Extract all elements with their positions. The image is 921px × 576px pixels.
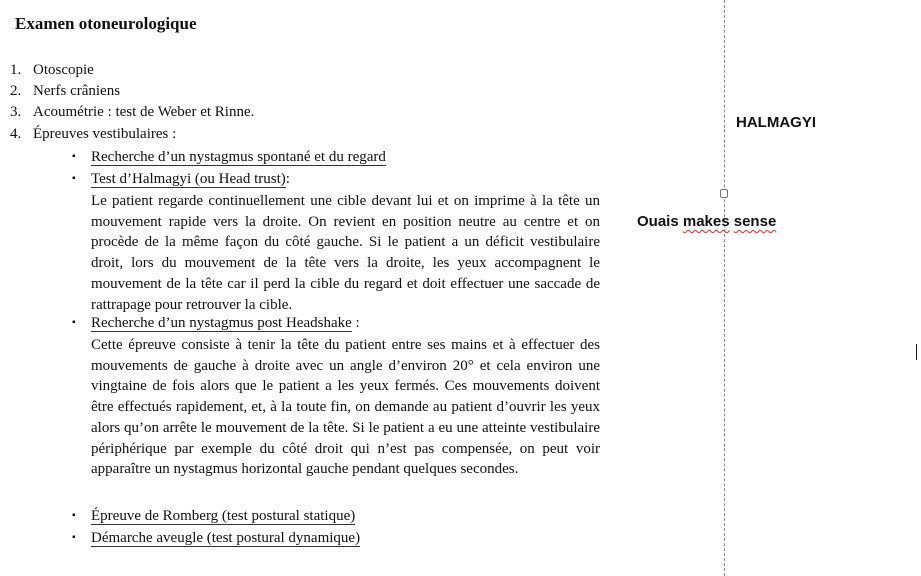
numbered-item-acoumetrie [10,104,254,121]
bullet-marker: ▪ [72,151,76,162]
item-text: Otoscopie [33,62,94,78]
spellcheck-word: makes [682,213,730,230]
bullet-suffix: : [351,315,360,331]
text-cursor [916,344,917,360]
bullet-demarche-aveugle [72,530,360,547]
bullet-marker: ▪ [72,532,76,543]
document-title: Examen otoneurologique [15,14,197,33]
item-text: Acoumétrie : test de Weber et Rinne. [33,104,255,120]
text-box-boundary [724,0,725,576]
bullet-headshake [72,315,360,332]
bullet-label: Recherche d’un nystagmus post Headshake [91,315,352,331]
item-text: Nerfs crâniens [33,83,121,99]
bullet-marker: ▪ [72,510,76,521]
item-number: 4. [10,126,22,142]
item-number: 2. [10,83,22,99]
text-box-anchor-handle[interactable] [720,189,728,198]
bullet-marker: ▪ [72,317,76,328]
bullet-label: Épreuve de Romberg (test postural statique) [91,508,356,524]
bullet-marker: ▪ [72,173,76,184]
note-word: Ouais [637,213,679,230]
margin-note-ouais[interactable] [637,213,776,230]
bullet-label: Test d’Halmagyi (ou Head trust) [91,171,286,187]
numbered-item-vestibulaires [10,126,176,143]
bullet-label: Recherche d’un nystagmus spontané et du regard [91,149,386,165]
bullet-halmagyi [72,171,290,188]
bullet-romberg [72,508,355,525]
numbered-item-nerfs [10,83,120,100]
spellcheck-word: sense [733,213,777,230]
bullet-nystagmus-spontane [72,149,386,166]
margin-note-halmagyi[interactable]: HALMAGYI [736,114,816,131]
item-text: Épreuves vestibulaires : [33,126,177,142]
paragraph-halmagyi: Le patient regarde continuellement une cible devant lui et on imprime à la tête un mouvement rapide vers la droite. On revient en position neutre au centre et on procède de la même façon du côté gauche. Si le patient a un déficit vestibulaire droit, lors du mouvement de la tête vers la droite, les yeux accompagnent le mouvement de la tête car il perd la cible du regard et doit effectuer une saccade de rattrapage pour retrouver la cible. [91,193,600,313]
numbered-item-otoscopie [10,62,94,79]
item-number: 3. [10,104,22,120]
paragraph-headshake: Cette épreuve consiste à tenir la tête du patient entre ses mains et à effectuer des mouvements de gauche à droite avec un angle d’environ 20° et cela environ une vingtaine de fois alors que le patient a les yeux fermés. Ces mouvements doivent être effectués rapidement, et, à la toute fin, on demande au patient d’ouvrir les yeux alors qu’on arrête le mouvement de la tête. Si le patient a eu une atteinte vestibulaire périphérique par exemple du côté droit qui n’est pas compensée, on peut voir apparaître un nystagmus horizontal gauche pendant quelques secondes. [91,337,600,478]
item-number: 1. [10,62,22,78]
bullet-label: Démarche aveugle (test postural dynamique) [91,530,361,546]
bullet-suffix: : [285,171,290,187]
